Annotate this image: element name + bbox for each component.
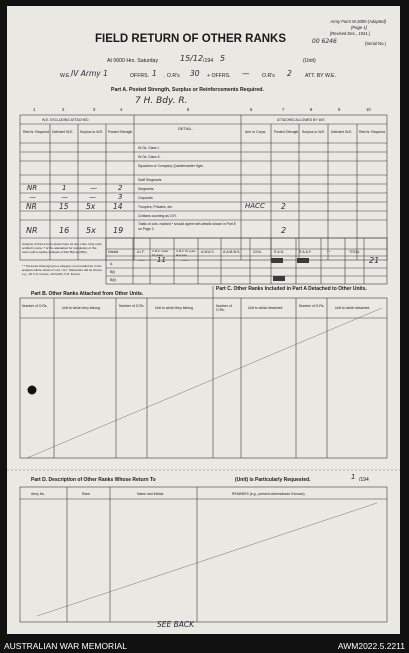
cell-hw: 5x: [86, 202, 96, 211]
analysis-row-label: B(i): [110, 270, 116, 274]
analysis-hw: —: [181, 256, 188, 264]
cell-hw: 15: [59, 202, 69, 211]
cell-hw: 3: [118, 193, 123, 201]
col-num: 3: [93, 107, 96, 112]
or2-label: O.R's: [262, 73, 275, 79]
cell-hw: —: [61, 193, 68, 201]
plus-offrs-label: + OFFRS.: [207, 73, 231, 79]
plus-offrs-value: —: [242, 69, 250, 78]
cell-hw: 19: [113, 226, 124, 235]
row-detail: Troopers, Privates, etc.: [138, 205, 173, 209]
cell-hw: —: [29, 193, 36, 201]
part-a-title: Part A. Posted Strength, Surplus or Reinforcements Required.: [111, 87, 264, 93]
row-detail: W.Os. Class I.: [138, 146, 160, 150]
analysis-hw: 11: [157, 256, 166, 264]
col-num: 10: [366, 107, 371, 112]
left-header: Rein'ts. Required.: [23, 130, 50, 134]
analysis-header: R.A.A.F.: [299, 250, 312, 254]
part-d-header: REMARKS (e.g., present whereabouts if known).: [232, 492, 306, 496]
analysis-header: A.I.F.: [137, 250, 145, 254]
we-label: W.E.: [60, 73, 71, 79]
archive-footer: [0, 639, 409, 653]
part-d-date-hw: 1: [351, 473, 356, 481]
right-header: Surplus to W.E.: [302, 130, 326, 134]
form-id: Army Form W.3009 (Adapted): [330, 19, 386, 24]
analysis-hw: 21: [369, 256, 380, 265]
page-title: FIELD RETURN OF OTHER RANKS: [95, 33, 287, 45]
offrs-label: OFFRS.: [130, 73, 150, 79]
row-detail: Squadron or Company Quartermaster Sgts.: [138, 164, 204, 168]
unit-label: (Unit): [303, 58, 316, 64]
analysis-header: * *: [327, 250, 331, 254]
analysis-header: C.M.F. 19 years and over.: [176, 249, 196, 257]
part-c-title: Part C. Other Ranks Included in Part A Detached to Other Units.: [216, 286, 367, 292]
footer-right: AWM2022.5.2211: [337, 641, 405, 651]
analysis-header: TOTAL: [349, 250, 360, 254]
personnel-note: * * Personnel belonging to a category not provided for in the analysis will be shown in Col. 'Civ'. Particulars will be shown, e.g., 20 U.S. Forces, 10 Polish, 5 R. Forces.: [22, 264, 103, 277]
analysis-header: R.A.N.: [274, 250, 284, 254]
part-b-header: Number of O.Rs.: [22, 304, 48, 308]
part-c-header: Unit to which detached.: [248, 306, 284, 310]
unit-name-handwritten: 7 H. Bdy. R.: [135, 96, 188, 106]
part-d-title-unit: (Unit) is Particularly Requested.: [235, 477, 311, 483]
cell-hw: 5x: [86, 226, 96, 235]
part-b-header: Unit to which they belong: [62, 306, 100, 310]
row-detail: Totals of cols. marked * should agree with details shown in Part E on Page 2.: [138, 222, 236, 231]
analysis-header: A.A.M.W.S.: [223, 250, 241, 254]
part-c-header: Number of O.Rs.: [216, 304, 232, 312]
part-b-header: Unit to which they belong: [155, 306, 193, 310]
row-detail: Staff Sergeants: [138, 178, 162, 182]
form-page: (Page 1): [350, 25, 367, 30]
cell-hw: 1: [62, 184, 67, 192]
cell-hw: NR: [26, 226, 38, 235]
or2-value: 2: [287, 69, 292, 78]
right-group-header: ATTACHED ALLOWED BY W.E.: [277, 118, 326, 122]
part-d-header: Army No.: [31, 492, 46, 496]
cell-hw: HACC: [245, 202, 265, 210]
analysis-hw: —: [138, 256, 145, 264]
row-detail: Civilians counting as O.R.: [138, 214, 177, 218]
part-d-header: Name and Initials.: [137, 492, 165, 496]
col-num: 8: [310, 107, 313, 112]
cell-hw: 16: [59, 226, 70, 235]
at-label: At 0600 Hrs. Saturday: [107, 58, 159, 64]
year-label: /194: [203, 58, 214, 64]
footer-left: AUSTRALIAN WAR MEMORIAL: [4, 641, 127, 651]
row-detail: W.Os. Class II.: [138, 155, 161, 159]
right-header: Rein'ts. Required.: [359, 130, 386, 134]
right-header: Deficient W.E.: [331, 130, 353, 134]
serial-no-label: (Serial No.): [364, 41, 386, 46]
part-c-header: Number of O.Rs.: [299, 304, 325, 308]
right-header: Arm or Corps.: [245, 130, 267, 134]
left-group-header: W.E. EXCLUDING ATTACHED.: [42, 118, 90, 122]
cell-hw: NR: [27, 184, 38, 192]
see-back-note: SEE BACK: [157, 620, 195, 629]
part-a-grid: [7, 6, 400, 634]
left-header: Surplus to W.E.: [80, 130, 104, 134]
part-d-year: /194: [359, 477, 369, 483]
cell-hw: 2: [118, 184, 123, 192]
detail-header: DETAIL.: [178, 126, 193, 131]
att-label: ATT. BY W.E.: [305, 73, 336, 79]
col-num: 9: [338, 107, 341, 112]
serial-no-value: 00 6246: [312, 38, 337, 45]
right-header: Posted Strength.: [274, 130, 300, 134]
cell-hw: NR: [26, 202, 37, 211]
col-num: 2: [62, 107, 65, 112]
left-header: Posted Strength.: [108, 130, 134, 134]
cell-hw: 2: [281, 226, 287, 235]
cell-hw: —: [89, 193, 96, 201]
cell-hw: —: [90, 184, 97, 192]
form-sheet: [7, 6, 400, 634]
offrs-value: 1: [152, 69, 157, 78]
col-num: 6: [250, 107, 253, 112]
analysis-header: Details: [108, 250, 119, 254]
cell-hw: 2: [281, 202, 286, 211]
analysis-header: CIVIL: [253, 250, 262, 254]
col-num: 5: [187, 107, 190, 112]
part-d-header: Rank.: [82, 492, 91, 496]
analysis-row-label: A: [110, 262, 113, 266]
analysis-row-label: B(ii): [110, 278, 117, 282]
analysis-header: A.W.A.S.: [201, 250, 215, 254]
col-num: 4: [120, 107, 123, 112]
part-b-title: Part B. Other Ranks Attached from Other Units.: [31, 291, 144, 297]
year-value: 5: [220, 54, 226, 63]
left-header: Deficient W.E.: [52, 130, 74, 134]
part-c-header: Unit to which detached.: [335, 306, 371, 310]
part-d-title-prefix: Part D. Description of Other Ranks Whose Return To: [31, 477, 156, 483]
or-label: . O.R's: [164, 73, 180, 79]
analysis-note: Analysis of Part A to be shown here for ALL units. Only units entitled in para. 7 of the attestation for completion of this return will complete analysis of Part B(i) and B(ii).: [22, 242, 102, 255]
analysis-header: C.M.F. Under 19 years.: [152, 249, 169, 257]
cell-hw: 14: [113, 202, 123, 211]
form-ref: [Revised Dec., 1941.]: [329, 31, 370, 36]
row-detail: Sergeants: [138, 187, 154, 191]
date-value: 15/12: [180, 54, 204, 63]
part-b-header: Number of O.Rs.: [119, 304, 145, 308]
col-num: 7: [282, 107, 285, 112]
we-value: IV Army 1: [71, 69, 108, 78]
or-value: 30: [190, 69, 200, 78]
col-num: 1: [33, 107, 36, 112]
row-detail: Corporals: [138, 196, 153, 200]
